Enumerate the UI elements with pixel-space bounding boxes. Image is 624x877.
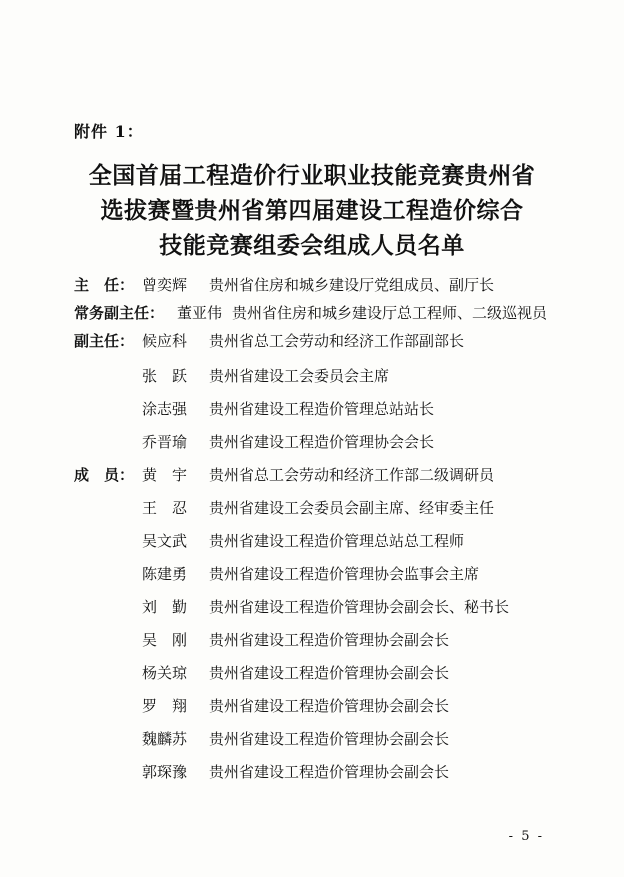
member-title: 贵州省建设工程造价管理协会副会长 xyxy=(209,697,450,715)
member-name: 魏麟苏 xyxy=(142,730,188,748)
member-title: 贵州省建设工程造价管理协会副会长、秘书长 xyxy=(209,598,510,616)
attachment-label: 附件 1： xyxy=(74,122,144,141)
member-title: 贵州省建设工程造价管理协会会长 xyxy=(209,433,435,451)
member-title: 贵州省建设工程造价管理协会副会长 xyxy=(209,730,450,748)
member-title: 贵州省住房和城乡建设厅党组成员、副厅长 xyxy=(209,276,495,294)
member-name: 吴文武 xyxy=(142,532,188,550)
member-name: 黄 宇 xyxy=(142,466,188,484)
document-title-line-1: 全国首届工程造价行业职业技能竞赛贵州省 xyxy=(88,162,536,189)
member-name: 候应科 xyxy=(142,332,188,350)
page-number: - 5 - xyxy=(508,829,544,844)
member-name: 董亚伟 xyxy=(177,304,223,322)
member-name: 王 忍 xyxy=(142,499,188,517)
member-name: 陈建勇 xyxy=(142,565,188,583)
member-name: 张 跃 xyxy=(142,367,188,385)
member-name: 刘 勤 xyxy=(142,598,188,616)
member-title: 贵州省总工会劳动和经济工作部二级调研员 xyxy=(209,466,495,484)
member-name: 曾奕辉 xyxy=(142,276,188,294)
member-title: 贵州省建设工程造价管理总站总工程师 xyxy=(209,532,465,550)
member-name: 乔晋瑜 xyxy=(142,433,188,451)
member-name: 郭琛豫 xyxy=(142,763,188,781)
member-role: 副主任： xyxy=(74,332,135,350)
document-title-line-3: 技能竞赛组委会组成人员名单 xyxy=(159,232,465,259)
member-role: 主 任： xyxy=(74,276,135,294)
member-title: 贵州省建设工程造价管理协会副会长 xyxy=(209,763,450,781)
member-name: 杨关琼 xyxy=(142,664,188,682)
member-name: 涂志强 xyxy=(142,400,188,418)
member-role: 成 员： xyxy=(74,466,135,484)
member-title: 贵州省住房和城乡建设厅总工程师、二级巡视员 xyxy=(232,304,548,322)
member-title: 贵州省建设工会委员会副主席、经审委主任 xyxy=(209,499,495,517)
member-name: 罗 翔 xyxy=(142,697,188,715)
member-title: 贵州省建设工程造价管理协会副会长 xyxy=(209,664,450,682)
member-title: 贵州省建设工会委员会主席 xyxy=(209,367,390,385)
member-role: 常务副主任： xyxy=(74,304,165,322)
member-title: 贵州省建设工程造价管理协会监事会主席 xyxy=(209,565,480,583)
member-name: 吴 刚 xyxy=(142,631,188,649)
member-title: 贵州省建设工程造价管理协会副会长 xyxy=(209,631,450,649)
member-title: 贵州省总工会劳动和经济工作部副部长 xyxy=(209,332,465,350)
document-title-line-2: 选拔赛暨贵州省第四届建设工程造价综合 xyxy=(100,197,524,224)
member-title: 贵州省建设工程造价管理总站站长 xyxy=(209,400,435,418)
